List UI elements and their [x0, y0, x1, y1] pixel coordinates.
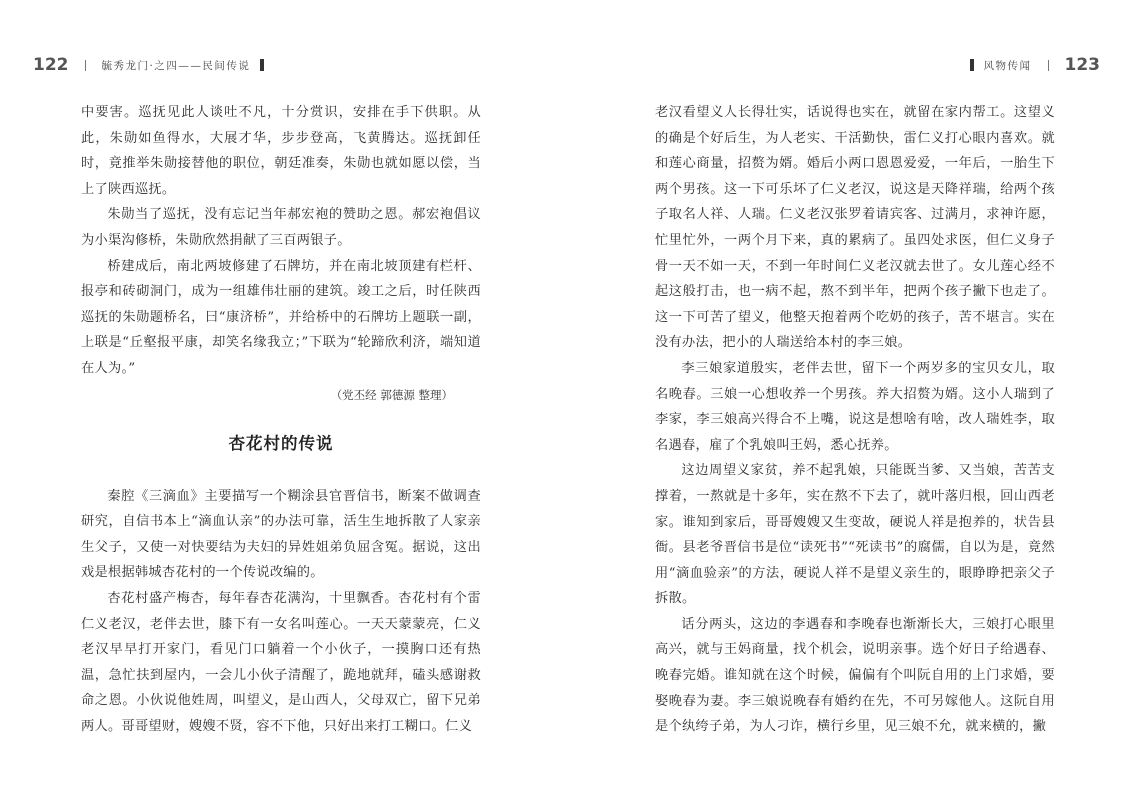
- header-divider: [85, 60, 86, 71]
- paragraph: 秦腔《三滴血》主要描写一个糊涂县官晋信书，断案不做调查研究，自信书本上“滴血认亲”的办法可靠，活生生地拆散了人家亲生父子，又使一对快要结为夫妇的异姓姐弟负屈含冤。据说，这出戏是根据韩城杏花村的一个传说改编的。: [81, 488, 481, 581]
- left-running-header: [33, 54, 274, 76]
- right-text-block: [655, 100, 1055, 740]
- paragraph: 话分两头，这边的李遇春和李晚春也渐渐长大，三娘打心眼里高兴，就与王妈商量，找个机会，说明亲事。选个好日子给遇春、晚春完婚。谁知就在这个时候，偏偏有个叫阮自用的上门求婚，要娶晚春为妻。李三娘说晚春有婚约在先，不可另嫁他人。这阮自用是个纨绔子弟，为人刁诈，横行乡里，见三娘不允，就来横的，撇: [655, 616, 1055, 735]
- section-title: 杏花村的传说: [228, 433, 334, 453]
- right-page-number: 123: [1064, 55, 1100, 75]
- header-marker-bar: [260, 59, 264, 71]
- left-page-number: 122: [33, 55, 69, 75]
- right-running-head: 风物传闻: [983, 59, 1032, 72]
- left-page: [0, 0, 566, 799]
- paragraph: 这边周望义家贫，养不起乳娘，只能既当爹、又当娘，苦苦支撑着，一熬就是十多年，实在熬不下去了，就叶落归根，回山西老家。谁知到家后，哥哥嫂嫂又生变故，硬说人祥是抱养的，状告县衙。县老爷晋信书是位“读死书”“死读书”的腐儒，自以为是，竟然用“滴血验亲”的方法，硬说人祥不是望义亲生的，眼睁睁把亲父子拆散。: [655, 463, 1055, 607]
- compiler-credit: （党丕经 郭德源 整理）: [330, 387, 453, 402]
- paragraph: 李三娘家道殷实，老伴去世，留下一个两岁多的宝贝女儿，取名晚春。三娘一心想收养一个男孩。养大招赘为婿。这小人瑞到了李家，李三娘高兴得合不上嘴，说这是想啥有啥，改人瑞姓李，取名遇春，雇了个乳娘叫王妈，悉心抚养。: [655, 360, 1055, 453]
- header-divider: [1048, 60, 1049, 71]
- paragraph: 老汉看望义人长得壮实，话说得也实在，就留在家内帮工。这望义的确是个好后生，为人老实、干活勤快，雷仁义打心眼内喜欢。就和莲心商量，招赘为婿。婚后小两口恩恩爱爱，一年后，一胎生下两个男孩。这一下可乐坏了仁义老汉，说这是天降祥瑞，给两个孩子取名人祥、人瑞。仁义老汉张罗着请宾客、过满月，求神许愿，忙里忙外，一两个月下来，真的累病了。虽四处求医，但仁义身子骨一天不如一天，不到一年时间仁义老汉就去世了。女儿莲心经不起这般打击，也一病不起，熬不到半年，把两个孩子撇下也走了。这一下可苦了望义，他整天抱着两个吃奶的孩子，苦不堪言。实在没有办法，把小的人瑞送给本村的李三娘。: [655, 105, 1055, 351]
- right-running-header: [960, 54, 1101, 76]
- paragraph: 中要害。巡抚见此人谈吐不凡，十分赏识，安排在手下供职。从此，朱勋如鱼得水，大展才华，步步登高，飞黄腾达。巡抚卸任时，竟推举朱勋接替他的职位，朝廷准奏，朱勋也就如愿以偿，当上了陕西巡抚。: [81, 105, 481, 197]
- left-text-block: [81, 100, 481, 739]
- paragraph: 杏花村盛产梅杏，每年春杏花满沟，十里飘香。杏花村有个雷仁义老汉，老伴去世，膝下有一女名叫莲心。一天天蒙蒙亮，仁义老汉早早打开家门，看见门口躺着一个小伙子，一摸胸口还有热温，急忙扶到屋内，一会儿小伙子清醒了，跪地就拜，磕头感谢救命之恩。小伙说他姓周，叫望义，是山西人，父母双亡，留下兄弟两人。哥哥望财，嫂嫂不贤，容不下他，只好出来打工糊口。仁义: [81, 590, 481, 734]
- right-page: [567, 0, 1133, 799]
- paragraph: 朱勋当了巡抚，没有忘记当年郝宏袍的赞助之恩。郝宏袍倡议为小渠沟修桥，朱勋欣然捐献了三百两银子。: [81, 207, 481, 248]
- header-marker-bar: [970, 59, 974, 71]
- left-running-head: 毓秀龙门·之四——民间传说: [101, 59, 251, 72]
- paragraph: 桥建成后，南北两坡修建了石牌坊，并在南北坡顶建有栏杆、报亭和砖砌洞门，成为一组雄伟壮丽的建筑。竣工之后，时任陕西巡抚的朱勋题桥名，曰“康济桥”，并给桥中的石牌坊上题联一副，上联是“丘壑报平康，却笑名缘我立；”下联为“轮蹄欣利济，端知道在人为。”: [81, 258, 481, 376]
